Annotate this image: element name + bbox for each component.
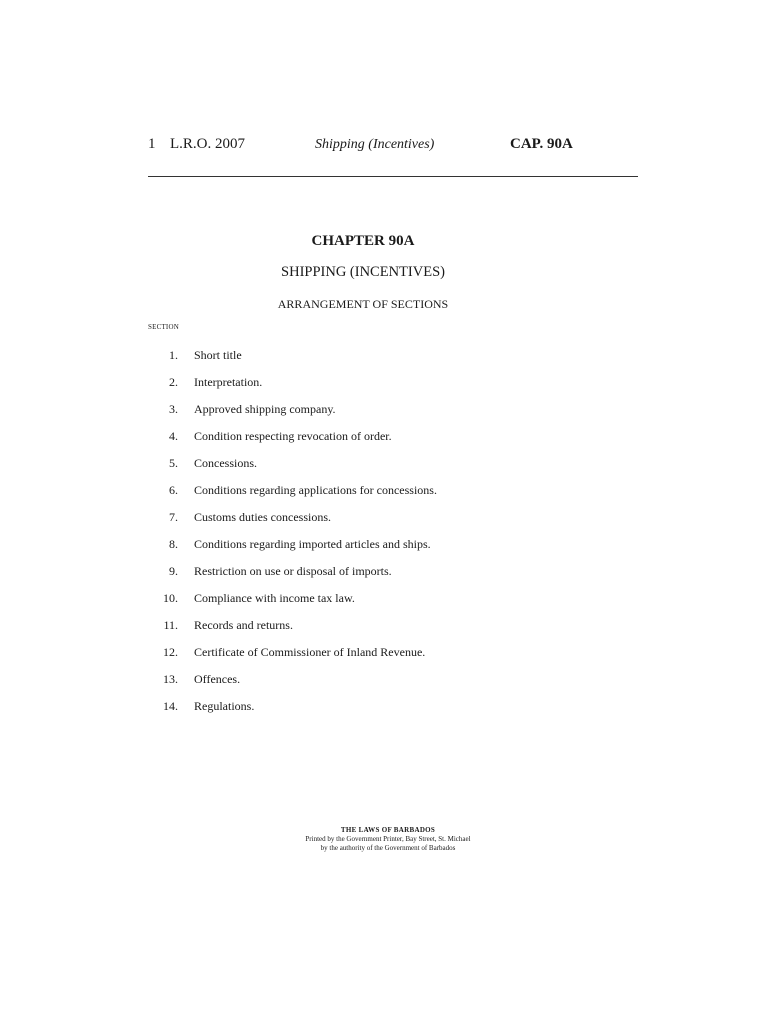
act-title: SHIPPING (INCENTIVES)	[281, 264, 445, 280]
section-item	[148, 347, 588, 374]
section-title: Interpretation.	[194, 375, 263, 389]
section-item	[148, 536, 588, 563]
section-number: 8.	[169, 537, 178, 551]
sections-list	[148, 347, 588, 725]
section-number: 10.	[163, 591, 178, 605]
section-item	[148, 563, 588, 590]
section-item	[148, 698, 588, 725]
section-number: 11.	[163, 618, 178, 632]
running-title: Shipping (Incentives)	[315, 137, 435, 152]
section-number: 9.	[169, 564, 178, 578]
section-item	[148, 509, 588, 536]
section-number: 3.	[169, 402, 178, 416]
section-item	[148, 428, 588, 455]
section-number: 13.	[163, 672, 178, 686]
section-number: 12.	[163, 645, 178, 659]
section-title: Condition respecting revocation of order.	[194, 429, 392, 443]
section-column-label: SECTION	[148, 323, 179, 331]
footer-title: THE LAWS OF BARBADOS	[340, 826, 436, 834]
section-item	[148, 644, 588, 671]
section-title: Conditions regarding applications for concessions.	[194, 483, 437, 497]
section-title: Short title	[194, 348, 242, 362]
section-title: Certificate of Commissioner of Inland Revenue.	[194, 645, 426, 659]
section-title: Conditions regarding imported articles and ships.	[194, 537, 431, 551]
section-title: Approved shipping company.	[194, 402, 336, 416]
section-item	[148, 482, 588, 509]
arrangement-heading: ARRANGEMENT OF SECTIONS	[277, 297, 449, 311]
section-item	[148, 401, 588, 428]
section-title: Restriction on use or disposal of imports.	[194, 564, 392, 578]
chapter-heading: CHAPTER 90A	[311, 233, 415, 249]
footer-printer-line: Printed by the Government Printer, Bay Street, St. Michael	[305, 835, 471, 843]
section-number: 6.	[169, 483, 178, 497]
section-number: 1.	[169, 348, 178, 362]
section-item	[148, 671, 588, 698]
section-title: Customs duties concessions.	[194, 510, 331, 524]
section-title: Regulations.	[194, 699, 255, 713]
header-rule	[148, 176, 638, 177]
page-footer	[248, 826, 528, 853]
section-number: 5.	[169, 456, 178, 470]
lro-edition: L.R.O. 2007	[170, 136, 245, 152]
section-number: 7.	[169, 510, 178, 524]
section-number: 4.	[169, 429, 178, 443]
section-item	[148, 617, 588, 644]
section-item	[148, 455, 588, 482]
page-header	[148, 136, 638, 158]
section-item	[148, 374, 588, 401]
section-number: 2.	[169, 375, 178, 389]
section-number: 14.	[163, 699, 178, 713]
section-title: Records and returns.	[194, 618, 293, 632]
section-title: Offences.	[194, 672, 241, 686]
cap-number: CAP. 90A	[510, 136, 573, 152]
footer-authority-line: by the authority of the Government of Barbados	[320, 844, 456, 852]
section-title: Concessions.	[194, 456, 257, 470]
page-number: 1	[148, 136, 156, 152]
section-title: Compliance with income tax law.	[194, 591, 355, 605]
section-item	[148, 590, 588, 617]
